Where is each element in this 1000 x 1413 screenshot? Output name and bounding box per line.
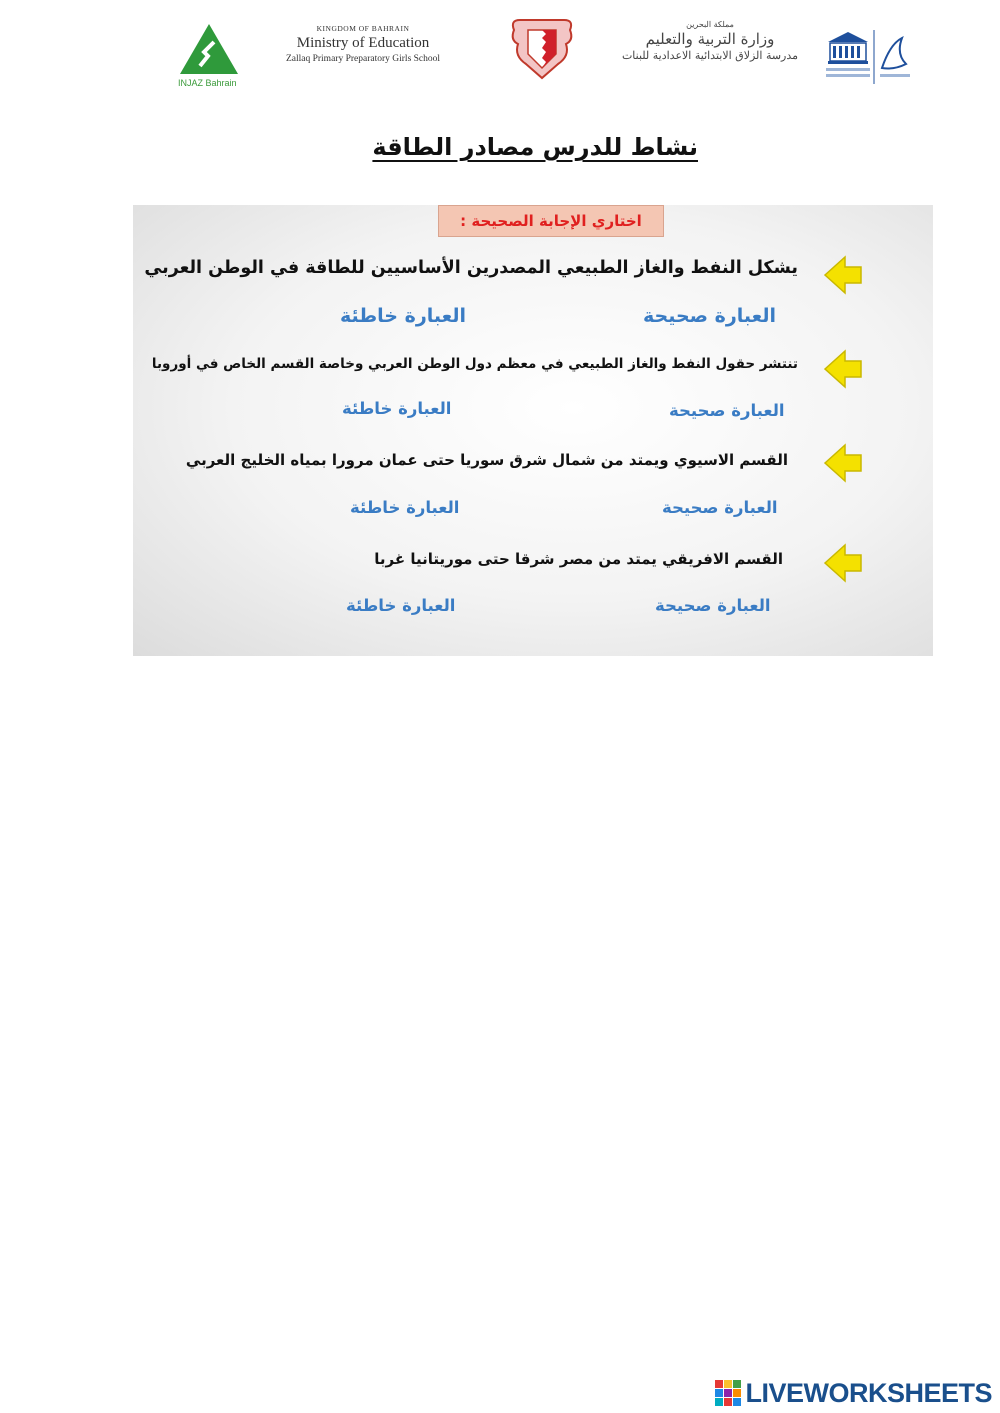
arrow-icon [823,441,863,485]
ar-school-label: مدرسة الزلاق الابتدائية الاعدادية للبنات [621,49,799,62]
q4-false-option[interactable]: العبارة خاطئة [346,596,456,615]
quiz-panel [133,205,933,656]
instruction-label: اختاري الإجابة الصحيحة : [438,205,664,237]
injaz-label: INJAZ Bahrain [178,78,237,88]
q2-true-option[interactable]: العبارة صحيحة [669,401,785,420]
page-title: نشاط للدرس مصادر الطاقة [372,133,698,161]
ministry-of-education-en [268,24,458,64]
arrow-icon [823,253,863,297]
q4-true-option[interactable]: العبارة صحيحة [655,596,771,615]
ministry-label: Ministry of Education [296,35,430,51]
question-2-text: تنتشر حقول النفط والغاز الطبيعي في معظم دول الوطن العربي وخاصة القسم الخاص في أوروبا [151,356,798,372]
header [170,14,930,86]
injaz-logo [178,22,240,84]
ar-ministry-label: وزارة التربية والتعليم [645,30,775,48]
q2-false-option[interactable]: العبارة خاطئة [342,399,452,418]
question-4-text: القسم الافريقي يمتد من مصر شرقا حتى موريتانيا غربا [374,550,783,568]
question-1-text: يشكل النفط والغاز الطبيعي المصدرين الأساسيين للطاقة في الوطن العربي [144,258,798,278]
ar-kingdom-label: مملكة البحرين [686,20,734,29]
liveworksheets-label: LIVEWORKSHEETS [745,1377,992,1408]
unesco-logo [820,24,916,88]
kingdom-label: KINGDOM OF BAHRAIN [316,24,410,33]
liveworksheets-branding [715,1378,992,1408]
question-3-text: القسم الاسيوي ويمتد من شمال شرق سوريا حتى عمان مرورا بمياه الخليج العربي [185,451,788,469]
ministry-of-education-ar [620,20,800,62]
q3-true-option[interactable]: العبارة صحيحة [662,498,778,517]
q3-false-option[interactable]: العبارة خاطئة [350,498,460,517]
arrow-icon [823,347,863,391]
arrow-icon [823,541,863,585]
q1-true-option[interactable]: العبارة صحيحة [643,305,777,327]
q1-false-option[interactable]: العبارة خاطئة [340,305,467,327]
school-label: Zallaq Primary Preparatory Girls School [285,54,441,64]
bahrain-crest-icon [508,16,576,82]
liveworksheets-icon [715,1380,741,1406]
